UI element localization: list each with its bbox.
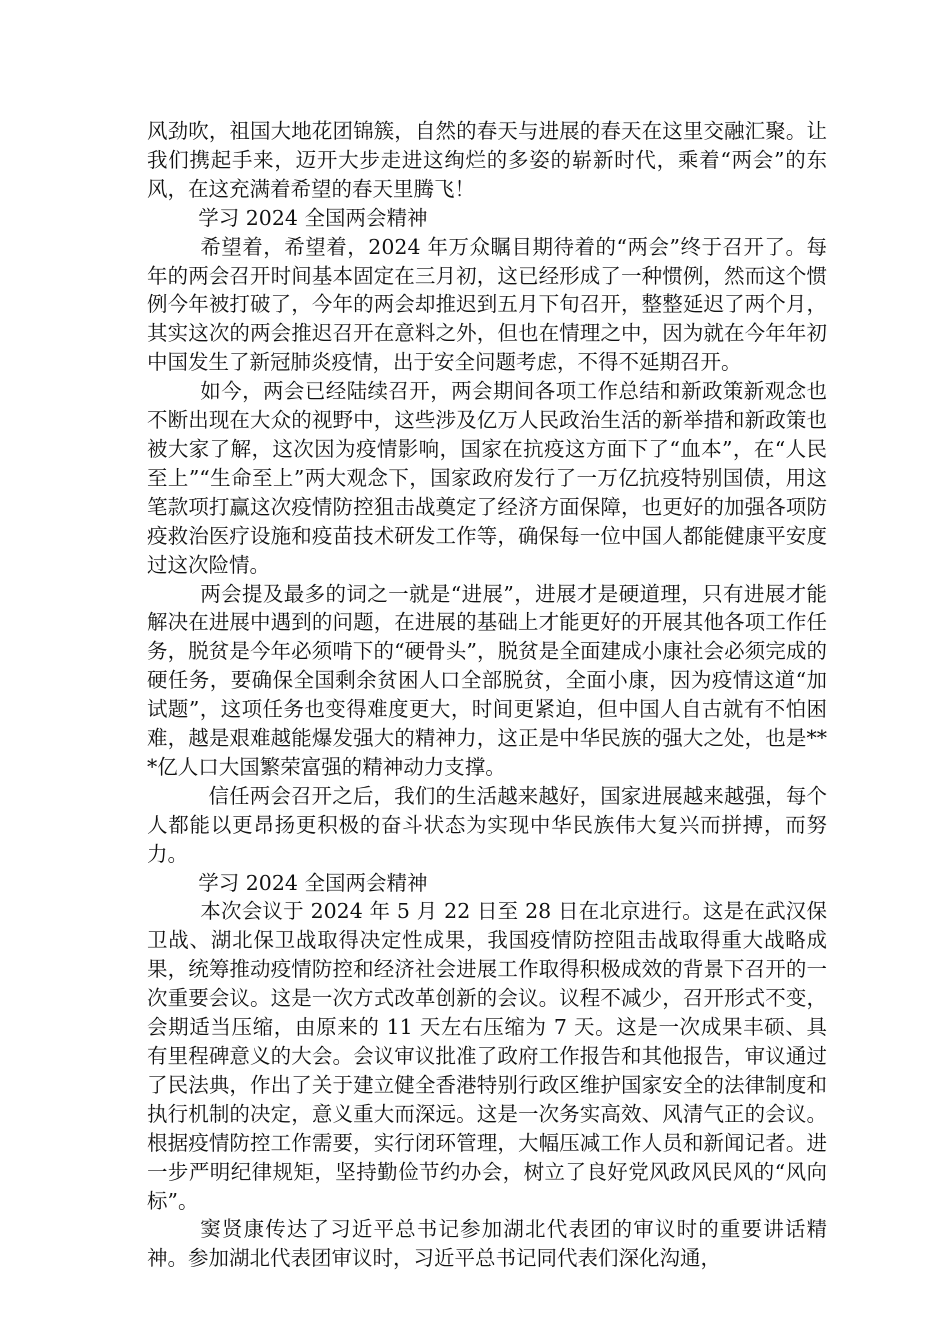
section-heading: 学习 2024 全国两会精神 <box>198 205 428 230</box>
paragraph: 窦贤康传达了习近平总书记参加湖北代表团的审议时的重要讲话精神。参加湖北代表团审议时，习近平总书记同代表们深化沟通， <box>147 1217 827 1271</box>
paragraph: 两会提及最多的词之一就是“进展”，进展才是硬道理，只有进展才能解决在进展中遇到的问题，在进展的基础上才能更好的开展其他各项工作任务，脱贫是今年必须啃下的“硬骨头”，脱贫是全面建成小康社会必须完成的硬任务，要确保全国剩余贫困人口全部脱贫，全面小康，因为疫情这道“加试题”，这项任务也变得难度更大，时间更紧迫，但中国人自古就有不怕困难，越是艰难越能爆发强大的精神力，这正是中华民族的强大之处，也是***亿人口大国繁荣富强的精神动力支撑。 <box>147 581 827 779</box>
document-body <box>147 117 827 1273</box>
paragraph: 本次会议于 2024 年 5 月 22 日至 28 日在北京进行。这是在武汉保卫战、湖北保卫战取得决定性成果，我国疫情防控阻击战取得重大战略成果，统筹推动疫情防控和经济社会进展工作取得积极成效的背景下召开的一次重要会议。这是一次方式改革创新的会议。议程不减少，召开形式不变，会期适当压缩，由原来的 11 天左右压缩为 7 天。这是一次成果丰硕、具有里程碑意义的大会。会议审议批准了政府工作报告和其他报告，审议通过了民法典，作出了关于建立健全香港特别行政区维护国家安全的法律制度和执行机制的决定，意义重大而深远。这是一次务实高效、风清气正的会议。根据疫情防控工作需要，实行闭环管理，大幅压减工作人员和新闻记者。进一步严明纪律规矩，坚持勤俭节约办会，树立了良好党风政风民风的“风向标”。 <box>147 899 827 1213</box>
section-heading: 学习 2024 全国两会精神 <box>198 870 428 895</box>
paragraph-continuation: 风劲吹，祖国大地花团锦簇，自然的春天与进展的春天在这里交融汇聚。让我们携起手来，迈开大步走进这绚烂的多姿的崭新时代，乘着“两会”的东风，在这充满着希望的春天里腾飞！ <box>147 119 827 201</box>
paragraph: 希望着，希望着，2024 年万众瞩目期待着的“两会”终于召开了。每年的两会召开时间基本固定在三月初，这已经形成了一种惯例，然而这个惯例今年被打破了，今年的两会却推迟到五月下旬召开，整整延迟了两个月，其实这次的两会推迟召开在意料之外，但也在情理之中，因为就在今年年初中国发生了新冠肺炎疫情，出于安全问题考虑，不得不延期召开。 <box>147 234 827 375</box>
paragraph: 如今，两会已经陆续召开，两会期间各项工作总结和新政策新观念也不断出现在大众的视野中，这些涉及亿万人民政治生活的新举措和新政策也被大家了解，这次因为疫情影响，国家在抗疫这方面下了“血本”，在“人民至上”“生命至上”两大观念下，国家政府发行了一万亿抗疫特别国债，用这笔款项打赢这次疫情防控狙击战奠定了经济方面保障，也更好的加强各项防疫救治医疗设施和疫苗技术研发工作等，确保每一位中国人都能健康平安度过这次险情。 <box>147 379 827 577</box>
paragraph: 信任两会召开之后，我们的生活越来越好，国家进展越来越强，每个人都能以更昂扬更积极的奋斗状态为实现中华民族伟大复兴而拼搏，而努力。 <box>147 783 827 866</box>
